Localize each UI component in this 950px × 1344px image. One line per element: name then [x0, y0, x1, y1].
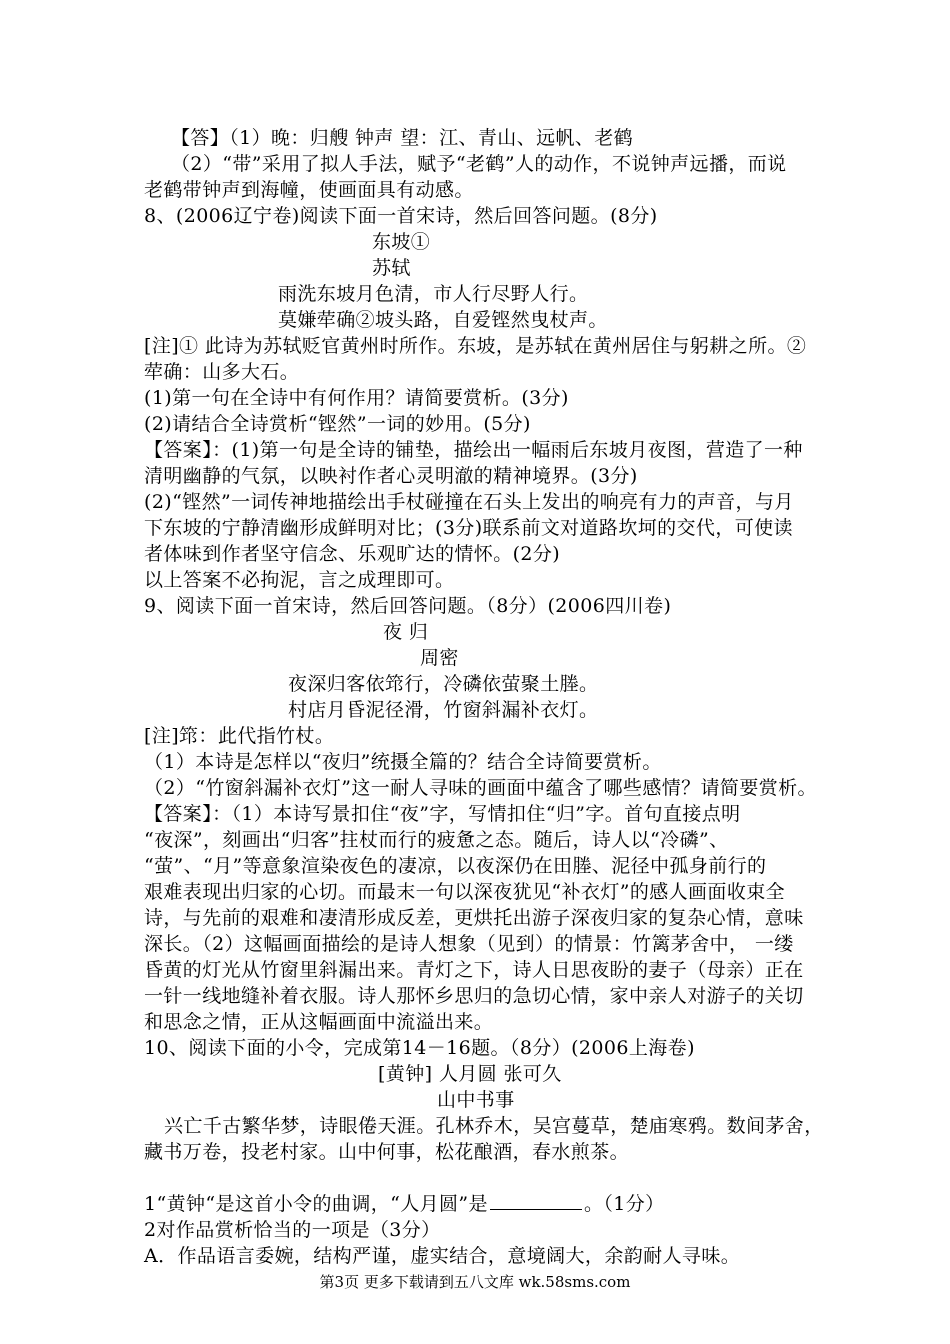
text-line: 雨洗东坡月色清，市人行尽野人行。 [278, 283, 589, 305]
question-1-text: 1“黄钟“是这首小令的曲调，“人月圆”是 [144, 1193, 488, 1215]
text-line: 9、阅读下面一首宋诗，然后回答问题。（8分）(2006四川卷) [144, 595, 672, 617]
text-line: 老鹤带钟声到海幢，使画面具有动感。 [144, 179, 474, 201]
question-1-score: 。（1分） [583, 1193, 665, 1215]
text-line: （2）“竹窗斜漏补衣灯”这一耐人寻味的画面中蕴含了哪些感情？请简要赏析。 [144, 777, 817, 799]
text-line: [黄钟] 人月圆 张可久 [378, 1063, 562, 1085]
text-line: （2）“带”采用了拟人手法，赋予“老鹤”人的动作，不说钟声远播，而说 [171, 153, 787, 175]
text-line: 8、(2006辽宁卷)阅读下面一首宋诗，然后回答问题。(8分) [144, 205, 658, 227]
text-line: 莫嫌荦确②坡头路，自爱铿然曳杖声。 [278, 309, 608, 331]
text-line: 清明幽静的气氛，以映衬作者心灵明澈的精神境界。(3分) [144, 465, 638, 487]
text-line: 一针一线地缝补着衣服。诗人那怀乡思归的急切心情，家中亲人对游子的关切 [144, 985, 804, 1007]
text-line: 兴亡千古繁华梦，诗眼倦天涯。孔林乔木，吴宫蔓草，楚庙寒鸦。数间茅舍， [164, 1115, 824, 1137]
text-line: 深长。（2）这幅画面描绘的是诗人想象（见到）的情景：竹篱茅舍中， 一缕 [144, 933, 794, 955]
text-line: A．作品语言委婉，结构严谨，虚实结合，意境阔大，余韵耐人寻味。 [144, 1245, 741, 1267]
text-line: 昏黄的灯光从竹窗里斜漏出来。青灯之下，诗人日思夜盼的妻子（母亲）正在 [144, 959, 804, 981]
text-line: 藏书万卷，投老村家。山中何事，松花酿酒，春水煎茶。 [144, 1141, 630, 1163]
text-line: 荦确：山多大石。 [144, 361, 300, 383]
text-line: 2对作品赏析恰当的一项是（3分） [144, 1219, 441, 1241]
text-line: (2)“铿然”一词传神地描绘出手杖碰撞在石头上发出的响亮有力的声音，与月 [144, 491, 794, 513]
text-line: 【答案】：(1)第一句是全诗的铺垫，描绘出一幅雨后东坡月夜图，营造了一种 [144, 439, 803, 461]
text-line: 艰难表现出归家的心切。而最末一句以深夜犹见“补衣灯”的感人画面收束全 [144, 881, 786, 903]
text-line: 夜深归客依筇行，冷磷依萤聚土塍。 [288, 673, 599, 695]
text-line: 者体味到作者坚守信念、乐观旷达的情怀。(2分) [144, 543, 561, 565]
text-line: 夜 归 [383, 621, 429, 643]
text-line: 以上答案不必拘泥，言之成理即可。 [144, 569, 455, 591]
text-line: “夜深”，刻画出“归客”拄杖而行的疲惫之态。随后，诗人以“冷磷”、 [144, 829, 729, 851]
text-line: （1）本诗是怎样以“夜归”统摄全篇的？结合全诗简要赏析。 [144, 751, 662, 773]
text-line: 【答案】：（1）本诗写景扣住“夜”字，写情扣住“归”字。首句直接点明 [144, 803, 741, 825]
text-line: 下东坡的宁静清幽形成鲜明对比；(3分)联系前文对道路坎坷的交代，可使读 [144, 517, 793, 539]
text-line: [注]① 此诗为苏轼贬官黄州时所作。东坡，是苏轼在黄州居住与躬耕之所。② [144, 335, 807, 357]
text-line: “萤”、“月”等意象渲染夜色的凄凉，以夜深仍在田塍、泥径中孤身前行的 [144, 855, 767, 877]
text-line: [注]筇：此代指竹杖。 [144, 725, 335, 747]
text-line: (2)请结合全诗赏析“铿然”一词的妙用。(5分) [144, 413, 531, 435]
text-line: 村店月昏泥径滑，竹窗斜漏补衣灯。 [288, 699, 599, 721]
page-footer: 第3页 更多下载请到五八文库 wk.58sms.com [319, 1273, 631, 1291]
text-line: 诗，与先前的艰难和凄清形成反差，更烘托出游子深夜归家的复杂心情，意味 [144, 907, 804, 929]
text-line: 苏轼 [372, 257, 411, 279]
answer-blank [490, 1191, 582, 1210]
text-line: 周密 [420, 647, 459, 669]
text-line: 和思念之情，正从这幅画面中流溢出来。 [144, 1011, 494, 1033]
text-line: 东坡① [372, 231, 431, 253]
text-line: 10、阅读下面的小令，完成第14－16题。（8分）(2006上海卷) [144, 1037, 695, 1059]
text-line: (1)第一句在全诗中有何作用？请简要赏析。(3分) [144, 387, 569, 409]
question-1-line [144, 1191, 665, 1217]
text-line: 山中书事 [437, 1089, 515, 1111]
text-line: 【答】（1）晚：归艘 钟声 望：江、青山、远帆、老鹤 [171, 127, 634, 149]
